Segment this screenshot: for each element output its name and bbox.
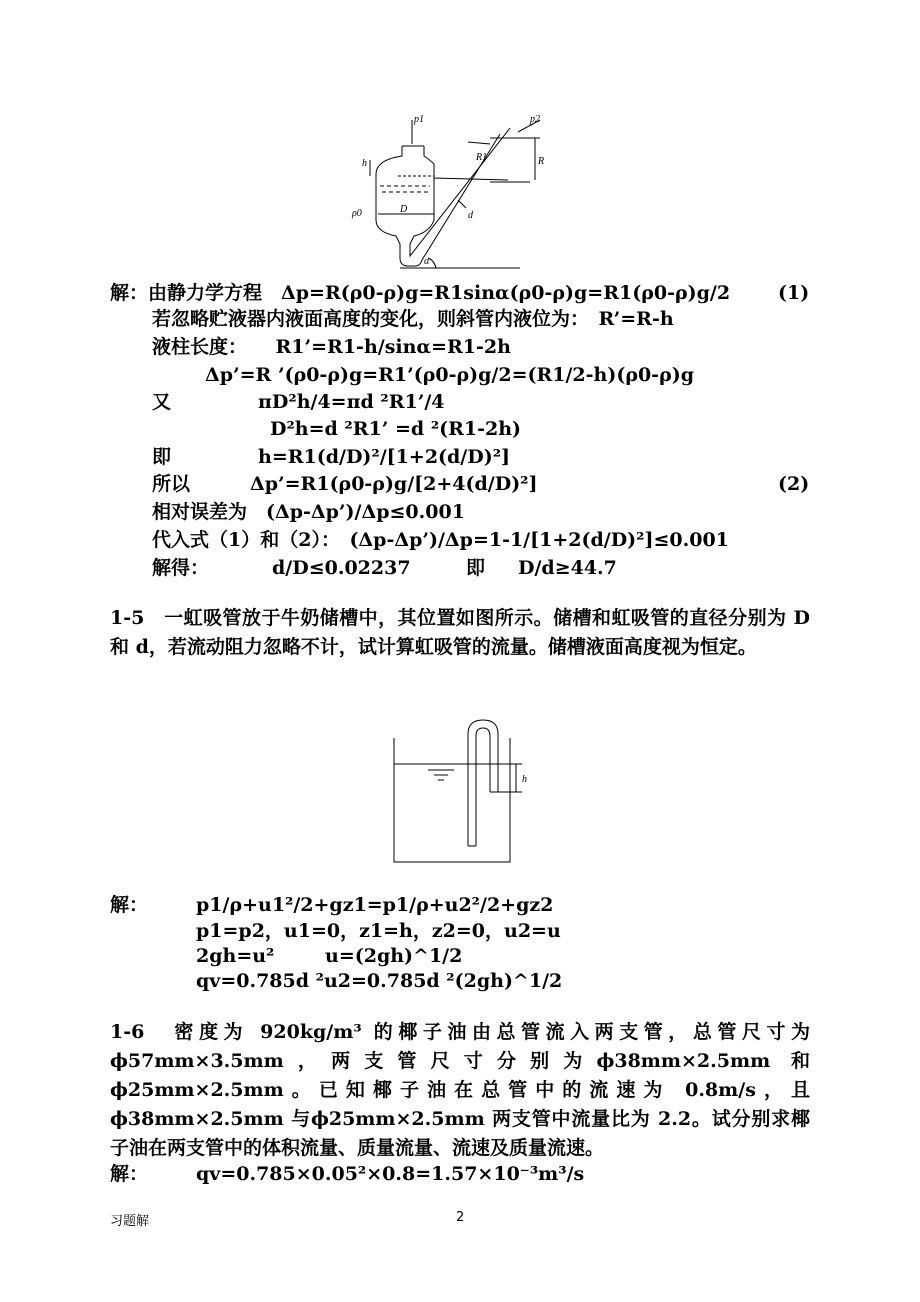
sol1-line5: πD²h/4=πd ²R1’/4 [258, 391, 445, 413]
sol2-label: 解： [110, 894, 149, 916]
footer-title: 习题解 [110, 1214, 150, 1229]
sol1-line9: 相对误差为 (Δp-Δp’)/Δp≤0.001 [152, 501, 465, 523]
sol1-line5-label: 又 [152, 391, 172, 413]
sol1-line8-label: 所以 [152, 473, 191, 495]
sol2-line2: p1=p2，u1=0，z1=h，z2=0，u2=u [196, 920, 561, 942]
sol1-line11-result2: D/d≥44.7 [518, 557, 617, 579]
sol1-line7: h=R1(d/D)²/[1+2(d/D)²] [258, 446, 511, 468]
sol2-line3b: u=(2gh)^1/2 [325, 945, 463, 967]
eq-number-2: (2) [778, 473, 810, 495]
fig1-R-label: R [538, 156, 545, 167]
fig1-rho0-label: ρ0 [352, 208, 362, 219]
sol1-line11-result1: d/D≤0.02237 [272, 557, 411, 579]
sol1-line8: Δp’=R1(ρ0-ρ)g/[2+4(d/D)²] [250, 473, 538, 495]
sol1-line2: 若忽略贮液器内液面高度的变化，则斜管内液位为： R’=R-h [152, 308, 674, 330]
figure-siphon-tank [388, 716, 538, 866]
sol1-line11-label: 解得： [152, 557, 210, 579]
sol2-line1: p1/ρ+u1²/2+gz1=p1/ρ+u2²/2+gz2 [196, 894, 554, 916]
fig1-D-label: D [400, 204, 408, 215]
eq-number-1: (1) [778, 282, 810, 304]
sol3-label: 解： [110, 1163, 149, 1185]
problem-1-6: 1-6 密度为 920kg/m³ 的椰子油由总管流入两支管，总管尺寸为 ϕ57mm×3.5mm，两支管尺寸分别为ϕ38mm×2.5mm 和ϕ25mm×2.5mm。已知椰子油在总管中的流速为 0.8m/s，且ϕ38mm×2.5mm 与ϕ25mm×2.5mm 两支管中流量比为 2.2。试分别求椰子油在两支管中的体积流量、质量流量、流速及质量流速。 [110, 1021, 810, 1159]
sol1-line10: 代入式（1）和（2）： (Δp-Δp’)/Δp=1-1/[1+2(d/D)²]≤0.001 [152, 529, 729, 551]
sol1-line6: D²h=d ²R1’ =d ²(R1-2h) [270, 418, 522, 440]
fig1-p1-label: p1 [414, 114, 424, 125]
fig1-p2-label: p2 [530, 114, 540, 125]
problem-1-5: 1-5 一虹吸管放于牛奶储槽中，其位置如图所示。储槽和虹吸管的直径分别为 D 和 d，若流动阻力忽略不计，试计算虹吸管的流量。储槽液面高度视为恒定。 [110, 607, 810, 658]
sol1-line1: 解：由静力学方程 Δp=R(ρ0-ρ)g=R1sinα(ρ0-ρ)g=R1(ρ0-ρ)g/2 [110, 282, 731, 304]
fig1-alpha-label: α [424, 256, 430, 267]
fig1-d-label: d [468, 210, 473, 221]
fig1-h-label: h [362, 158, 367, 169]
sol1-line3: 液柱长度： R1’=R1-h/sinα=R1-2h [152, 336, 511, 358]
sol2-line4: qv=0.785d ²u2=0.785d ²(2gh)^1/2 [196, 970, 563, 992]
sol3-line1: qv=0.785×0.05²×0.8=1.57×10⁻³m³/s [196, 1163, 585, 1185]
fig1-R1-label: R1 [476, 152, 488, 163]
sol1-line11-conj: 即 [466, 557, 486, 579]
page-number: 2 [456, 1210, 465, 1225]
sol2-line3a: 2gh=u² [196, 945, 275, 967]
sol1-line7-label: 即 [152, 446, 172, 468]
sol1-line4: Δp’=R ’(ρ0-ρ)g=R1’(ρ0-ρ)g/2=(R1/2-h)(ρ0-ρ)g [205, 364, 694, 386]
fig2-h-label: h [522, 774, 527, 785]
figure-tank-inclined-manometer [340, 108, 545, 273]
